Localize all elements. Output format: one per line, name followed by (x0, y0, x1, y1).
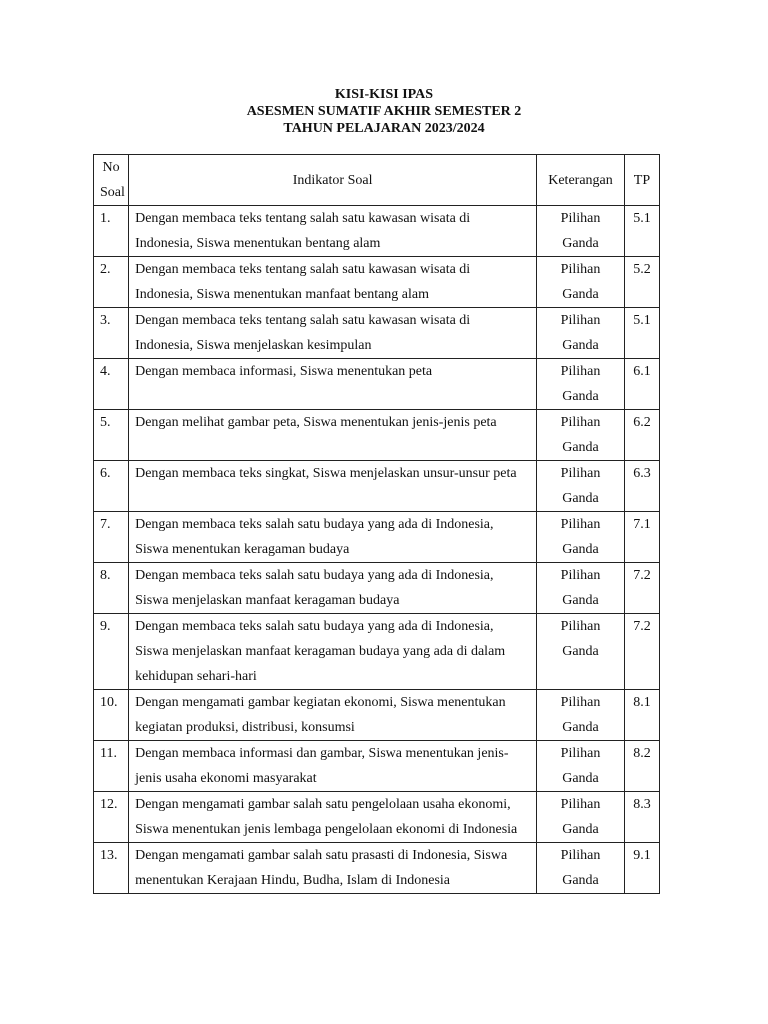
keterangan-line-2: Ganda (562, 287, 599, 302)
keterangan-line-2: Ganda (562, 338, 599, 353)
keterangan-line-2: Ganda (562, 236, 599, 251)
keterangan-line-2: Ganda (562, 440, 599, 455)
row-number: 8. (94, 563, 129, 614)
row-keterangan (537, 614, 625, 690)
row-tp: 7.1 (624, 512, 659, 563)
row-tp: 6.2 (624, 410, 659, 461)
keterangan-line-1: Pilihan (560, 262, 601, 277)
table-row (94, 359, 660, 410)
row-number: 12. (94, 792, 129, 843)
keterangan-line-1: Pilihan (560, 695, 601, 710)
table-row (94, 410, 660, 461)
row-keterangan (537, 792, 625, 843)
row-keterangan (537, 206, 625, 257)
row-tp: 8.3 (624, 792, 659, 843)
table-row (94, 741, 660, 792)
header-indikator-soal: Indikator Soal (129, 155, 537, 206)
keterangan-line-2: Ganda (562, 644, 599, 659)
table-row (94, 461, 660, 512)
row-tp: 6.1 (624, 359, 659, 410)
table-row (94, 308, 660, 359)
keterangan-line-1: Pilihan (560, 415, 601, 430)
header-tp: TP (624, 155, 659, 206)
keterangan-line-2: Ganda (562, 542, 599, 557)
keterangan-line-1: Pilihan (560, 746, 601, 761)
row-keterangan (537, 461, 625, 512)
table-header-row (94, 155, 660, 206)
keterangan-line-2: Ganda (562, 593, 599, 608)
row-tp: 8.1 (624, 690, 659, 741)
row-keterangan (537, 308, 625, 359)
table-row (94, 843, 660, 894)
row-number: 11. (94, 741, 129, 792)
keterangan-line-2: Ganda (562, 389, 599, 404)
row-number: 6. (94, 461, 129, 512)
document-title: KISI-KISI IPAS (334, 87, 434, 102)
row-tp: 8.2 (624, 741, 659, 792)
row-indikator: Dengan membaca teks tentang salah satu kawasan wisata di Indonesia, Siswa menjelaskan kesimpulan (129, 308, 537, 359)
row-tp: 5.2 (624, 257, 659, 308)
keterangan-line-1: Pilihan (560, 568, 601, 583)
row-indikator: Dengan membaca teks tentang salah satu kawasan wisata di Indonesia, Siswa menentukan bentang alam (129, 206, 537, 257)
keterangan-line-2: Ganda (562, 771, 599, 786)
row-keterangan (537, 843, 625, 894)
table-row (94, 690, 660, 741)
row-keterangan (537, 410, 625, 461)
row-keterangan (537, 359, 625, 410)
row-indikator: Dengan membaca teks salah satu budaya yang ada di Indonesia, Siswa menentukan keragaman budaya (129, 512, 537, 563)
row-indikator: Dengan membaca teks salah satu budaya yang ada di Indonesia, Siswa menjelaskan manfaat keragaman budaya yang ada di dalam kehidupan sehari-hari (129, 614, 537, 690)
row-number: 3. (94, 308, 129, 359)
row-keterangan (537, 690, 625, 741)
table-row (94, 614, 660, 690)
keterangan-line-1: Pilihan (560, 517, 601, 532)
table-row (94, 257, 660, 308)
row-indikator: Dengan membaca informasi dan gambar, Siswa menentukan jenis-jenis usaha ekonomi masyarakat (129, 741, 537, 792)
keterangan-line-2: Ganda (562, 873, 599, 888)
row-number: 7. (94, 512, 129, 563)
row-indikator: Dengan mengamati gambar salah satu pengelolaan usaha ekonomi, Siswa menentukan jenis lembaga pengelolaan ekonomi di Indonesia (129, 792, 537, 843)
academic-year: TAHUN PELAJARAN 2023/2024 (283, 121, 485, 136)
row-number: 10. (94, 690, 129, 741)
row-number: 13. (94, 843, 129, 894)
row-keterangan (537, 257, 625, 308)
row-indikator: Dengan membaca teks tentang salah satu kawasan wisata di Indonesia, Siswa menentukan manfaat bentang alam (129, 257, 537, 308)
table-row (94, 563, 660, 614)
row-indikator: Dengan membaca informasi, Siswa menentukan peta (129, 359, 537, 410)
row-keterangan (537, 512, 625, 563)
keterangan-line-1: Pilihan (560, 466, 601, 481)
row-tp: 9.1 (624, 843, 659, 894)
row-number: 2. (94, 257, 129, 308)
row-indikator: Dengan membaca teks salah satu budaya yang ada di Indonesia, Siswa menjelaskan manfaat keragaman budaya (129, 563, 537, 614)
row-tp: 7.2 (624, 563, 659, 614)
row-indikator: Dengan mengamati gambar salah satu prasasti di Indonesia, Siswa menentukan Kerajaan Hindu, Budha, Islam di Indonesia (129, 843, 537, 894)
keterangan-line-2: Ganda (562, 720, 599, 735)
header-no-soal (94, 155, 129, 206)
row-number: 9. (94, 614, 129, 690)
row-tp: 5.1 (624, 206, 659, 257)
row-indikator: Dengan membaca teks singkat, Siswa menjelaskan unsur-unsur peta (129, 461, 537, 512)
row-keterangan (537, 563, 625, 614)
row-indikator: Dengan melihat gambar peta, Siswa menentukan jenis-jenis peta (129, 410, 537, 461)
keterangan-line-1: Pilihan (560, 797, 601, 812)
keterangan-line-1: Pilihan (560, 211, 601, 226)
row-number: 5. (94, 410, 129, 461)
row-keterangan (537, 741, 625, 792)
header-soal-label: Soal (100, 185, 125, 200)
table-row (94, 792, 660, 843)
keterangan-line-2: Ganda (562, 822, 599, 837)
header-no-label: No (102, 160, 120, 175)
row-tp: 7.2 (624, 614, 659, 690)
row-indikator: Dengan mengamati gambar kegiatan ekonomi, Siswa menentukan kegiatan produksi, distribusi, konsumsi (129, 690, 537, 741)
keterangan-line-1: Pilihan (560, 364, 601, 379)
keterangan-line-1: Pilihan (560, 619, 601, 634)
row-tp: 5.1 (624, 308, 659, 359)
row-number: 1. (94, 206, 129, 257)
header-keterangan: Keterangan (537, 155, 625, 206)
document-header (0, 86, 768, 137)
table-row (94, 206, 660, 257)
kisi-kisi-table (93, 154, 660, 894)
row-tp: 6.3 (624, 461, 659, 512)
document-subtitle: ASESMEN SUMATIF AKHIR SEMESTER 2 (246, 104, 522, 119)
keterangan-line-1: Pilihan (560, 313, 601, 328)
table-body (94, 206, 660, 894)
keterangan-line-2: Ganda (562, 491, 599, 506)
keterangan-line-1: Pilihan (560, 848, 601, 863)
table-row (94, 512, 660, 563)
row-number: 4. (94, 359, 129, 410)
